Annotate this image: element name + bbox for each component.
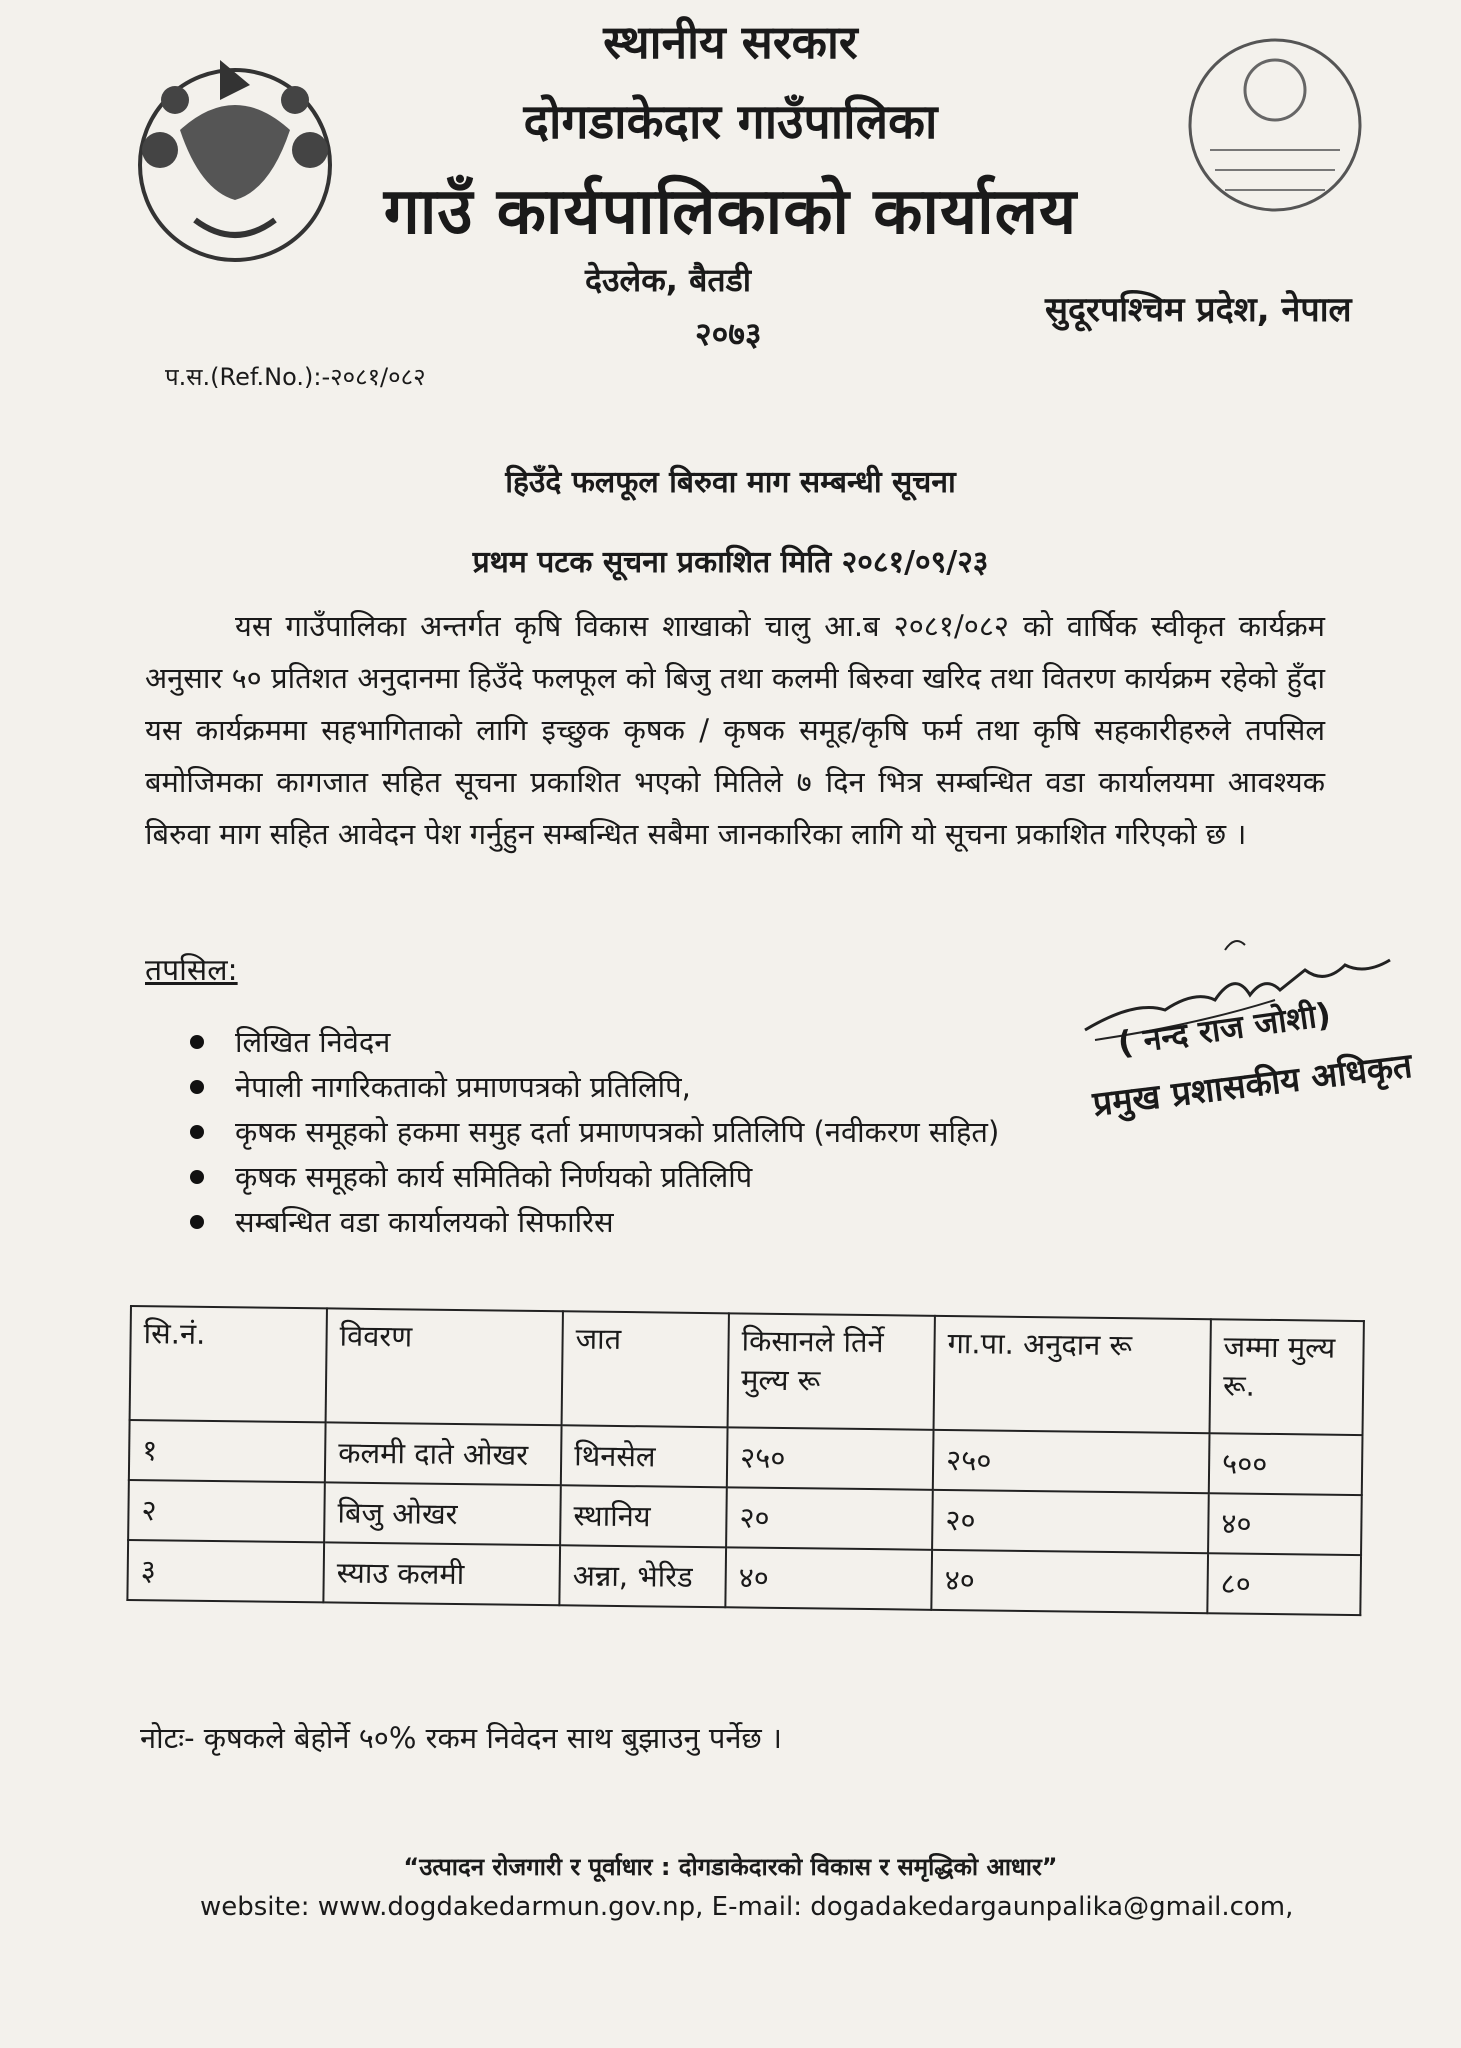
cell-description: बिजु ओखर (324, 1482, 561, 1545)
details-label: तपसिल: (145, 953, 238, 988)
header-address: देउलेक, बैतडी (585, 261, 752, 299)
cell-subsidy: २० (932, 1490, 1209, 1553)
cell-farmer-price: २५० (727, 1427, 934, 1490)
column-header-variety: जात (562, 1311, 729, 1427)
cell-farmer-price: २० (726, 1487, 933, 1550)
header-line-municipality: दोगडाकेदार गाउँपालिका (523, 94, 938, 150)
list-item: लिखित निवेदन (190, 1020, 999, 1065)
list-item: नेपाली नागरिकताको प्रमाणपत्रको प्रतिलिपि, (190, 1065, 999, 1110)
footer-slogan: “उत्पादन रोजगारी र पूर्वाधार : दोगडाकेदारको विकास र समृद्धिको आधार” (403, 1853, 1058, 1881)
cell-farmer-price: ४० (725, 1547, 932, 1610)
bullet-icon (190, 1035, 204, 1049)
required-documents-list (190, 1020, 999, 1245)
bullet-icon (190, 1125, 204, 1139)
cell-serial: ३ (127, 1540, 324, 1602)
cell-total: ८० (1207, 1553, 1361, 1615)
bullet-icon (190, 1170, 204, 1184)
notice-title: हिउँदे फलफूल बिरुवा माग सम्बन्धी सूचना (505, 465, 956, 500)
list-item: कृषक समूहको हकमा समुह दर्ता प्रमाणपत्रको प्रतिलिपि (नवीकरण सहित) (190, 1110, 999, 1155)
sapling-price-table (126, 1305, 1365, 1616)
list-item: कृषक समूहको कार्य समितिको निर्णयको प्रतिलिपि (190, 1155, 999, 1200)
header-line-office: गाउँ कार्यपालिकाको कार्यालय (383, 175, 1078, 249)
cell-variety: थिनसेल (561, 1425, 728, 1487)
cell-total: ५०० (1209, 1433, 1363, 1495)
cell-serial: २ (128, 1480, 325, 1542)
column-header-description: विवरण (326, 1308, 563, 1425)
cell-serial: १ (129, 1420, 326, 1482)
cell-description: कलमी दाते ओखर (325, 1422, 562, 1485)
signer-title: प्रमुख प्रशासकीय अधिकृत (1090, 1045, 1415, 1125)
column-header-total: जम्मा मुल्य रू. (1210, 1319, 1364, 1435)
notice-published-date: प्रथम पटक सूचना प्रकाशित मिति २०८१/०९/२३ (472, 545, 989, 580)
header-province: सुदूरपश्चिम प्रदेश, नेपाल (1045, 290, 1352, 330)
cell-total: ४० (1208, 1493, 1362, 1555)
notice-body: यस गाउँपालिका अन्तर्गत कृषि विकास शाखाको चालु आ.ब २०८१/०८२ को वार्षिक स्वीकृत कार्यक्रम अनुसार ५० प्रतिशत अनुदानमा हिउँदे फलफूल को बिजु तथा कलमी बिरुवा खरिद तथा वितरण कार्यक्रम रहेको हुँदा यस कार्यक्रममा सहभागिताको लागि इच्छुक कृषक / कृषक समूह/कृषि फर्म तथा कृषि सहकारीहरुले तपसिल बमोजिमका कागजात सहित सूचना प्रकाशित भएको मितिले ७ दिन भित्र सम्बन्धित वडा कार्यालयमा आवश्यक बिरुवा माग सहित आवेदन पेश गर्नुहुन सम्बन्धित सबैमा जानकारिका लागि यो सूचना प्रकाशित गरिएको छ । (145, 609, 1325, 851)
bullet-icon (190, 1215, 204, 1229)
signer-name: ( नन्द राज जोशी) (1115, 995, 1334, 1063)
column-header-subsidy: गा.पा. अनुदान रू (934, 1316, 1211, 1433)
cell-subsidy: २५० (933, 1430, 1210, 1493)
cell-variety: अन्ना, भेरिड (559, 1545, 726, 1607)
header-line-local-government: स्थानीय सरकार (603, 15, 858, 69)
footer-contact: website: www.dogdakedarmun.gov.np, E-mail: dogadakedargaunpalika@gmail.com, (200, 1892, 1294, 1922)
column-header-serial: सि.नं. (130, 1306, 327, 1422)
cell-variety: स्थानिय (560, 1485, 727, 1547)
cell-description: स्याउ कलमी (323, 1542, 560, 1605)
cell-subsidy: ४० (931, 1550, 1208, 1613)
table-header-row (130, 1306, 1364, 1435)
reference-number: प.स.(Ref.No.):-२०८१/०८२ (165, 363, 426, 391)
bullet-icon (190, 1080, 204, 1094)
list-item: सम्बन्धित वडा कार्यालयको सिफारिस (190, 1200, 999, 1245)
column-header-farmer-price: किसानले तिर्ने मुल्य रू (728, 1313, 935, 1430)
header-year: २०७३ (695, 315, 762, 353)
payment-note: नोटः- कृषकले बेहोर्ने ५०% रकम निवेदन साथ बुझाउनु पर्नेछ । (140, 1721, 782, 1755)
